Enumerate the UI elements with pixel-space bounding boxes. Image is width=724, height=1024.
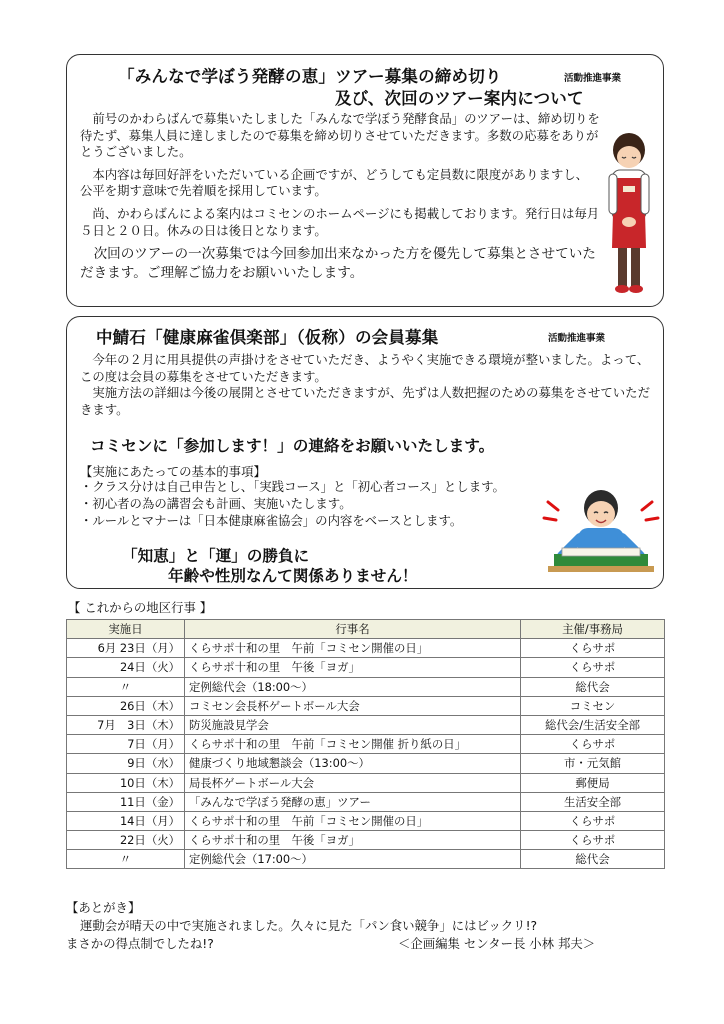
events-table: [66, 619, 665, 869]
event-name: くらサポ十和の里 午前「コミセン開催の日」: [185, 639, 521, 658]
tour-paragraph: 尚、かわらばんによる案内はコミセンのホームページにも掲載しております。発行日は毎月５日と２０日。休みの日は後日となります。: [80, 205, 600, 238]
event-name: 防災施設見学会: [185, 715, 521, 734]
event-name: くらサポ十和の里 午前「コミセン開催 折り紙の日」: [185, 735, 521, 754]
event-name: くらサポ十和の里 午前「コミセン開催の日」: [185, 811, 521, 830]
event-organizer: コミセン: [521, 696, 665, 715]
events-heading: 【 これからの地区行事 】: [68, 600, 213, 615]
participation-callout: コミセンに「参加します！」の連絡をお願いいたします。: [90, 437, 495, 455]
table-row: [67, 754, 665, 773]
event-date: 9日（水）: [67, 754, 185, 773]
event-name: 定例総代会（18:00～）: [185, 677, 521, 696]
event-name: 健康づくり地域懇談会（13:00～）: [185, 754, 521, 773]
slogan-line2: 年齢や性別なんて関係ありません！: [168, 567, 418, 585]
table-row: [67, 677, 665, 696]
basic-item: ・初心者の為の講習会も計画、実施いたします。: [80, 495, 352, 511]
activity-tag: 活動推進事業: [564, 73, 622, 84]
event-organizer: 総代会: [521, 850, 665, 869]
slogan-line1: 「知恵」と「運」の勝負に: [122, 547, 310, 565]
table-row: [67, 735, 665, 754]
basic-item: ・クラス分けは自己申告とし、「実践コース」と「初心者コース」とします。: [80, 479, 505, 494]
event-date: 11日（金）: [67, 792, 185, 811]
table-row: [67, 792, 665, 811]
tour-notice-body: [80, 111, 600, 289]
event-organizer: くらサポ: [521, 735, 665, 754]
event-name: くらサポ十和の里 午後「ヨガ」: [185, 658, 521, 677]
event-name: くらサポ十和の里 午後「ヨガ」: [185, 831, 521, 850]
table-row: [67, 850, 665, 869]
mahjong-paragraph: 今年の２月に用具提供の声掛けをさせていただき、ようやく実施できる環境が整いました。よって、この度は会員の募集をさせていただきます。: [80, 352, 650, 384]
event-name: 定例総代会（17:00～）: [185, 850, 521, 869]
event-organizer: 郵便局: [521, 773, 665, 792]
column-header-date: 実施日: [67, 620, 185, 639]
table-row: [67, 831, 665, 850]
basic-items-heading: 【実施にあたっての基本的事項】: [80, 464, 266, 479]
basic-items-list: [80, 479, 580, 529]
table-row: [67, 658, 665, 677]
column-header-event: 行事名: [185, 620, 521, 639]
afterword-heading: 【あとがき】: [66, 900, 141, 915]
mahjong-player-illustration: [540, 482, 662, 580]
mahjong-paragraph: 実施方法の詳細は今後の展開とさせていただきますが、先ずは人数把握のための募集をさせていただきます。: [80, 385, 650, 417]
event-date: 6月 23日（月）: [67, 639, 185, 658]
tour-paragraph: 本内容は毎回好評をいただいている企画ですが、どうしても定員数に限度がありますし、公平を期す意味で先着順を採用しています。: [80, 166, 589, 199]
event-organizer: くらサポ: [521, 831, 665, 850]
event-name: 局長杯ゲートボール大会: [185, 773, 521, 792]
afterword-line2: まさかの得点制でしたね!?: [66, 936, 214, 951]
events-header-row: [67, 620, 665, 639]
event-date: 14日（月）: [67, 811, 185, 830]
tour-notice-title-line1: 「みんなで学ぼう発酵の恵」ツアー募集の締め切り: [118, 67, 502, 86]
table-row: [67, 773, 665, 792]
event-organizer: 生活安全部: [521, 792, 665, 811]
event-date: 24日（火）: [67, 658, 185, 677]
table-row: [67, 639, 665, 658]
table-row: [67, 715, 665, 734]
table-row: [67, 811, 665, 830]
activity-tag: 活動推進事業: [548, 333, 606, 344]
event-date: 22日（火）: [67, 831, 185, 850]
event-organizer: くらサポ: [521, 639, 665, 658]
event-date: 〃: [67, 850, 185, 869]
event-date: 〃: [67, 677, 185, 696]
event-organizer: くらサポ: [521, 811, 665, 830]
mahjong-club-title: 中鯖石「健康麻雀倶楽部」（仮称）の会員募集: [96, 328, 439, 347]
event-name: 「みんなで学ぼう発酵の恵」ツアー: [185, 792, 521, 811]
event-organizer: 総代会/生活安全部: [521, 715, 665, 734]
event-date: 26日（木）: [67, 696, 185, 715]
tour-highlight: 次回のツアーの一次募集では今回参加出来なかった方を優先して募集とさせていただきます。ご理解ご協力をお願いいたします。: [80, 246, 596, 282]
afterword-line1: 運動会が晴天の中で実施されました。久々に見た「パン食い競争」にはビックリ!?: [80, 918, 538, 933]
event-date: 7日（月）: [67, 735, 185, 754]
column-header-organizer: 主催/事務局: [521, 620, 665, 639]
bowing-staff-illustration: [600, 130, 658, 300]
event-date: 10日（木）: [67, 773, 185, 792]
event-organizer: 市・元気館: [521, 754, 665, 773]
event-date: 7月 3日（木）: [67, 715, 185, 734]
table-row: [67, 696, 665, 715]
event-organizer: くらサポ: [521, 658, 665, 677]
basic-item: ・ルールとマナーは「日本健康麻雀協会」の内容をベースとします。: [80, 512, 463, 528]
mahjong-club-body: [80, 352, 654, 424]
event-organizer: 総代会: [521, 677, 665, 696]
tour-paragraph: 前号のかわらばんで募集いたしました「みんなで学ぼう発酵食品」のツアーは、締め切りを待たず、募集人員に達しましたので募集を締め切りさせていただきます。多数の応募をありがとうございました。: [80, 111, 600, 160]
tour-notice-title-line2: 及び、次回のツアー案内について: [335, 89, 584, 108]
editor-signature: ＜企画編集 センター長 小林 邦夫＞: [398, 936, 596, 951]
event-name: コミセン会長杯ゲートボール大会: [185, 696, 521, 715]
